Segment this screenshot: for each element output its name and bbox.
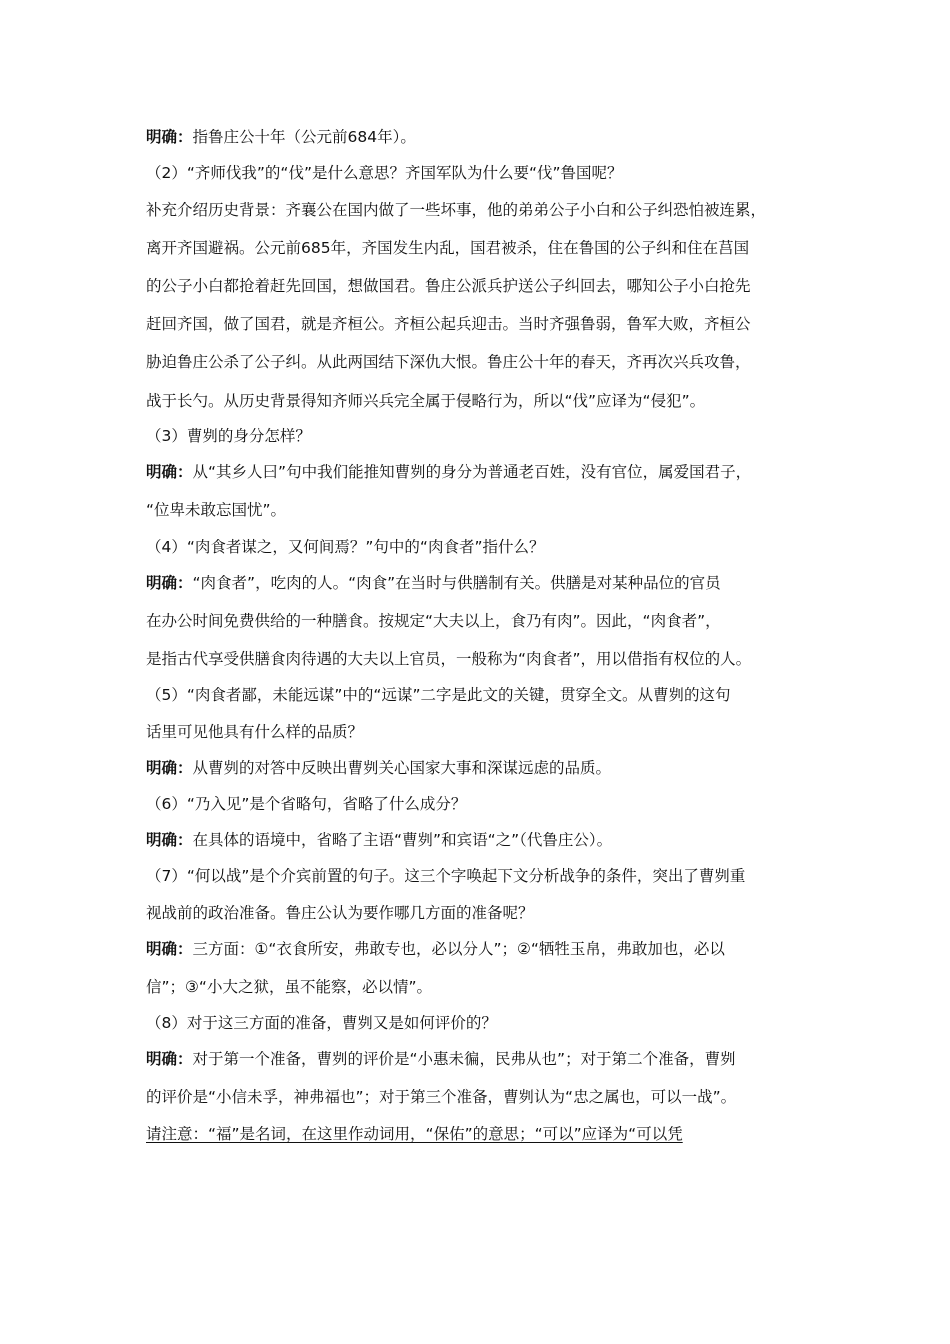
text-line [146,977,816,997]
text-line [146,238,816,258]
answer-label: 明确： [146,1050,193,1068]
line-text: 在办公时间免费供给的一种膳食。按规定“大夫以上，食乃有肉”。因此，“肉食者”， [146,612,721,630]
line-text: （3）曹刿的身分怎样？ [146,427,311,445]
text-line [146,200,816,220]
answer-label: 明确： [146,940,193,958]
line-text: 补充介绍历史背景：齐襄公在国内做了一些坏事，他的弟弟公子小白和公子纠恐怕被连累， [146,201,767,219]
text-line [146,462,816,482]
text-line [146,276,816,296]
question-line [146,685,816,705]
question-line [146,866,816,886]
line-text: 的评价是“小信未孚，神弗福也”；对于第三个准备，曹刿认为“忠之属也，可以一战”。 [146,1088,737,1106]
question-line [146,1013,816,1033]
text-line [146,573,816,593]
underlined-note-line [146,1124,816,1144]
text-line [146,830,816,850]
text-line [146,611,816,631]
text-line [146,758,816,778]
question-line [146,537,816,557]
question-line [146,794,816,814]
line-text: （4）“肉食者谋之，又何间焉？”句中的“肉食者”指什么？ [146,538,545,556]
answer-label: 明确： [146,128,193,146]
line-text: （8）对于这三方面的准备，曹刿又是如何评价的？ [146,1014,497,1032]
answer-label: 明确： [146,574,193,592]
line-text: 从曹刿的对答中反映出曹刿关心国家大事和深谋远虑的品质。 [192,759,612,777]
line-text: 赶回齐国，做了国君，就是齐桓公。齐桓公起兵迎击。当时齐强鲁弱，鲁军大败，齐桓公 [146,315,751,333]
text-line [146,939,816,959]
line-text: 对于第一个准备，曹刿的评价是“小惠未徧，民弗从也”；对于第二个准备，曹刿 [192,1050,736,1068]
line-text: （5）“肉食者鄙，未能远谋”中的“远谋”二字是此文的关键，贯穿全文。从曹刿的这句 [146,686,731,704]
text-line [146,314,816,334]
line-text: 胁迫鲁庄公杀了公子纠。从此两国结下深仇大恨。鲁庄公十年的春天，齐再次兴兵攻鲁， [146,353,751,371]
text-line [146,1087,816,1107]
text-line [146,391,816,411]
line-text: “位卑未敢忘国忧”。 [146,501,287,519]
text-line [146,352,816,372]
line-text: 三方面：①“衣食所安，弗敢专也，必以分人”；②“牺牲玉帛，弗敢加也，必以 [192,940,725,958]
text-line [146,649,816,669]
text-line [146,722,816,742]
line-text: 离开齐国避祸。公元前685年，齐国发生内乱，国君被杀，住在鲁国的公子纠和住在莒国 [146,239,750,257]
line-text: （2）“齐师伐我”的“伐”是什么意思？齐国军队为什么要“伐”鲁国呢？ [146,164,623,182]
line-text: 视战前的政治准备。鲁庄公认为要作哪几方面的准备呢？ [146,904,534,922]
line-text: 指鲁庄公十年（公元前684年）。 [192,128,416,146]
line-text: 话里可见他具有什么样的品质？ [146,723,364,741]
line-text: 在具体的语境中，省略了主语“曹刿”和宾语“之”（代鲁庄公）。 [192,831,613,849]
text-line [146,903,816,923]
question-line [146,426,816,446]
line-text: 请注意：“福”是名词，在这里作动词用，“保佑”的意思；“可以”应译为“可以凭 [146,1125,683,1143]
line-text: 从“其乡人曰”句中我们能推知曹刿的身分为普通老百姓，没有官位，属爱国君子， [192,463,752,481]
question-line [146,163,816,183]
answer-label: 明确： [146,831,193,849]
line-text: （6）“乃入见”是个省略句，省略了什么成分？ [146,795,467,813]
line-text: 的公子小白都抢着赶先回国，想做国君。鲁庄公派兵护送公子纠回去，哪知公子小白抢先 [146,277,751,295]
text-line [146,500,816,520]
line-text: 是指古代享受供膳食肉待遇的大夫以上官员，一般称为“肉食者”，用以借指有权位的人。 [146,650,752,668]
line-text: 战于长勺。从历史背景得知齐师兴兵完全属于侵略行为，所以“伐”应译为“侵犯”。 [146,392,706,410]
text-line [146,127,816,147]
answer-label: 明确： [146,759,193,777]
line-text: （7）“何以战”是个介宾前置的句子。这三个字唤起下文分析战争的条件，突出了曹刿重 [146,867,746,885]
answer-label: 明确： [146,463,193,481]
text-line [146,1049,816,1069]
line-text: 信”；③“小大之狱，虽不能察，必以情”。 [146,978,432,996]
line-text: “肉食者”，吃肉的人。“肉食”在当时与供膳制有关。供膳是对某种品位的官员 [192,574,721,592]
